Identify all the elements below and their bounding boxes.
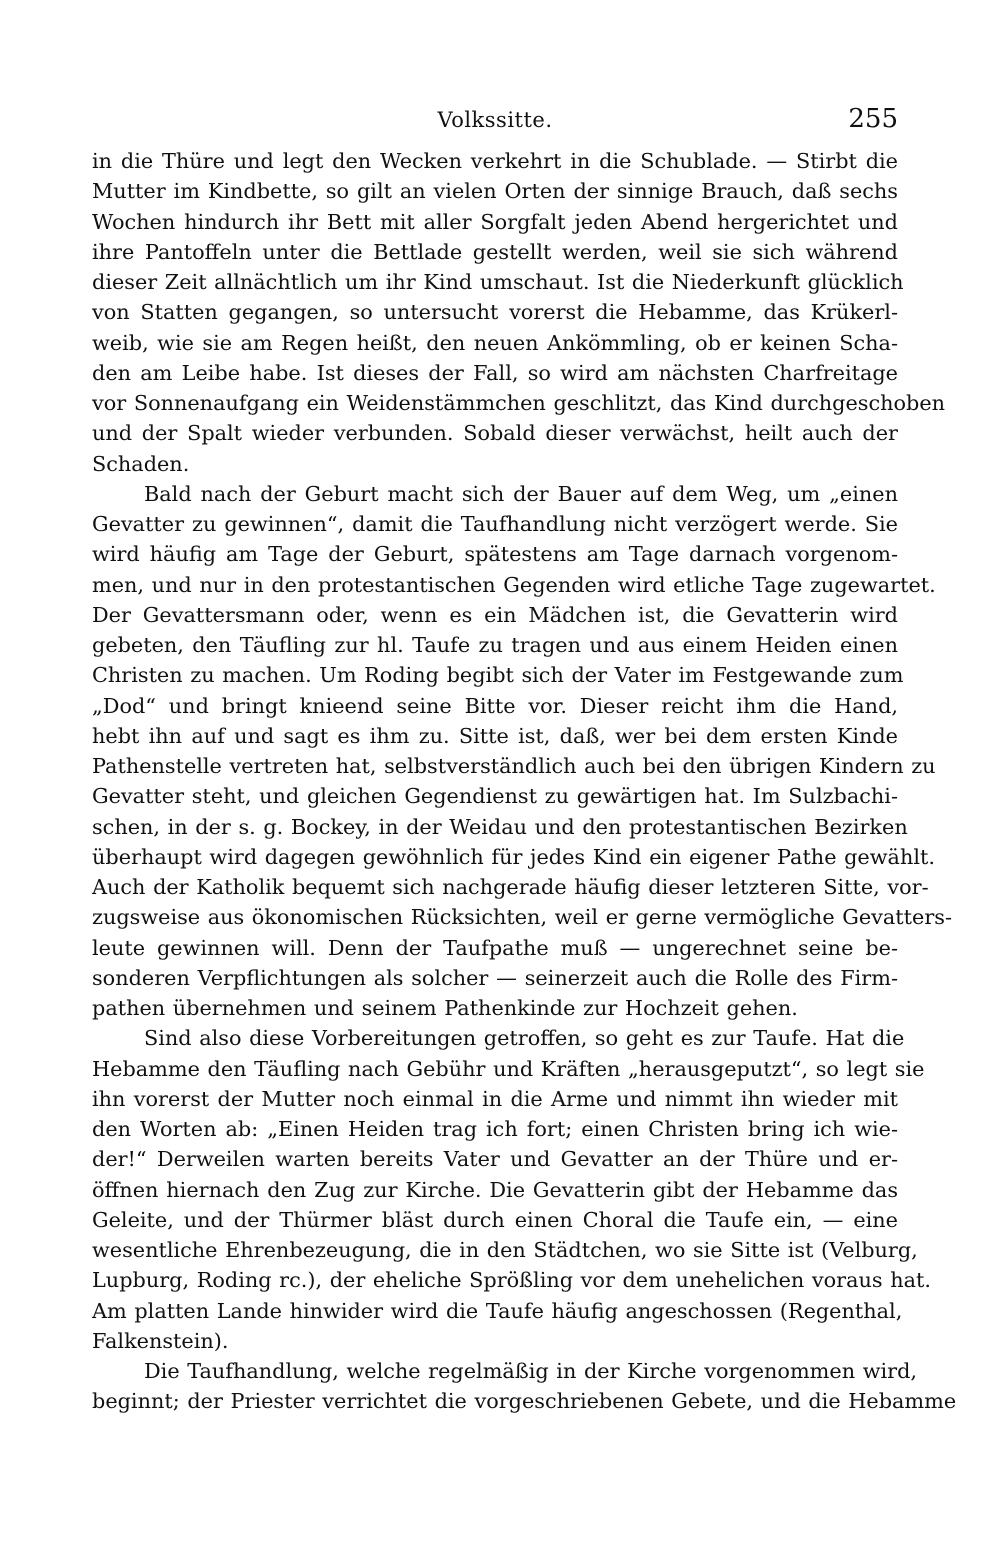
text-line: Die Taufhandlung, welche regelmäßig in der Kirche vorgenommen wird, bbox=[144, 1359, 918, 1383]
text-line: wesentliche Ehrenbezeugung, die in den Städtchen, wo sie Sitte ist (Velburg, bbox=[92, 1238, 918, 1262]
text-line: Schaden. bbox=[92, 451, 190, 476]
text-line: Mutter im Kindbette, so gilt an vielen Orten der sinnige Brauch, daß sechs bbox=[92, 179, 898, 204]
text-line: Geleite, und der Thürmer bläst durch einen Choral die Taufe ein, — eine bbox=[92, 1207, 898, 1232]
text-line: Pathenstelle vertreten hat, selbstverständlich auch bei den übrigen Kindern zu bbox=[92, 754, 936, 778]
text-line: Lupburg, Roding rc.), der eheliche Sprößling vor dem unehelichen voraus hat. bbox=[92, 1268, 931, 1293]
body-text bbox=[92, 146, 957, 1417]
text-line: der!“ Derweilen warten bereits Vater und Gevatter an der Thüre und er- bbox=[92, 1147, 898, 1172]
text-line: in die Thüre und legt den Wecken verkehrt in die Schublade. — Stirbt die bbox=[92, 149, 898, 173]
text-line: sonderen Verpflichtungen als solcher — seinerzeit auch die Rolle des Firm- bbox=[92, 965, 898, 990]
text-line: Christen zu machen. Um Roding begibt sich der Vater im Festgewande zum bbox=[92, 663, 904, 688]
text-line: dieser Zeit allnächtlich um ihr Kind umschaut. Ist die Niederkunft glücklich bbox=[92, 270, 904, 294]
text-line: Am platten Lande hinwider wird die Taufe häufig angeschossen (Regenthal, bbox=[92, 1298, 903, 1323]
text-line: weib, wie sie am Regen heißt, den neuen Ankömmling, ob er keinen Scha- bbox=[92, 330, 898, 355]
text-line: schen, in der s. g. Bockey, in der Weidau und den protestantischen Bezirken bbox=[92, 814, 908, 839]
text-line: Gevatter steht, und gleichen Gegendienst zu gewärtigen hat. Im Sulzbachi- bbox=[92, 784, 898, 809]
text-line: von Statten gegangen, so untersucht vorerst die Hebamme, das Krükerl- bbox=[92, 300, 898, 325]
text-line: gebeten, den Täufling zur hl. Taufe zu tragen und aus einem Heiden einen bbox=[92, 633, 898, 657]
text-line: Der Gevattersmann oder, wenn es ein Mädchen ist, die Gevatterin wird bbox=[92, 602, 898, 627]
running-head bbox=[92, 104, 898, 138]
text-line: überhaupt wird dagegen gewöhnlich für jedes Kind ein eigener Pathe gewählt. bbox=[92, 844, 935, 869]
text-line: den am Leibe habe. Ist dieses der Fall, so wird am nächsten Charfreitage bbox=[92, 360, 898, 385]
text-line: hebt ihn auf und sagt es ihm zu. Sitte ist, daß, wer bei dem ersten Kinde bbox=[92, 723, 898, 748]
text-line: Falkenstein). bbox=[92, 1328, 229, 1353]
running-title: Volkssitte. bbox=[437, 108, 553, 132]
text-line: ihre Pantoffeln unter die Bettlade gestellt werden, weil sie sich während bbox=[92, 239, 898, 264]
text-line: und der Spalt wieder verbunden. Sobald dieser verwächst, heilt auch der bbox=[92, 421, 898, 446]
text-line: den Worten ab: „Einen Heiden trag ich fort; einen Christen bring ich wie- bbox=[92, 1117, 898, 1141]
text-line: men, und nur in den protestantischen Gegenden wird etliche Tage zugewartet. bbox=[92, 572, 936, 597]
page-number: 255 bbox=[848, 104, 898, 134]
text-line: Sind also diese Vorbereitungen getroffen, so geht es zur Taufe. Hat die bbox=[144, 1026, 905, 1051]
text-line: vor Sonnenaufgang ein Weidenstämmchen geschlitzt, das Kind durchgeschoben bbox=[92, 391, 946, 415]
paragraph-1 bbox=[92, 146, 946, 479]
paragraph-2 bbox=[92, 479, 952, 1024]
text-line: Hebamme den Täufling nach Gebühr und Kräften „herausgeputzt“, so legt sie bbox=[92, 1056, 925, 1081]
text-line: leute gewinnen will. Denn der Taufpathe muß — ungerechnet seine be- bbox=[92, 935, 898, 960]
text-line: Gevatter zu gewinnen“, damit die Taufhandlung nicht verzögert werde. Sie bbox=[92, 512, 898, 536]
text-line: Wochen hindurch ihr Bett mit aller Sorgfalt jeden Abend hergerichtet und bbox=[92, 209, 898, 234]
text-line: ihn vorerst der Mutter noch einmal in die Arme und nimmt ihn wieder mit bbox=[92, 1086, 898, 1111]
paragraph-3 bbox=[92, 1023, 931, 1356]
text-line: Bald nach der Geburt macht sich der Bauer auf dem Weg, um „einen bbox=[144, 481, 898, 506]
text-line: zugsweise aus ökonomischen Rücksichten, weil er gerne vermögliche Gevatters- bbox=[92, 905, 952, 930]
text-line: Auch der Katholik bequemt sich nachgerade häufig dieser letzteren Sitte, vor- bbox=[92, 875, 929, 899]
text-line: „Dod“ und bringt knieend seine Bitte vor. Dieser reicht ihm die Hand, bbox=[92, 693, 898, 718]
text-line: öffnen hiernach den Zug zur Kirche. Die Gevatterin gibt der Hebamme das bbox=[92, 1177, 898, 1202]
paragraph-4 bbox=[92, 1356, 957, 1417]
text-line: beginnt; der Priester verrichtet die vorgeschriebenen Gebete, und die Hebamme bbox=[92, 1389, 957, 1414]
text-line: pathen übernehmen und seinem Pathenkinde zur Hochzeit gehen. bbox=[92, 996, 798, 1020]
text-line: wird häufig am Tage der Geburt, spätestens am Tage darnach vorgenom- bbox=[92, 542, 898, 567]
